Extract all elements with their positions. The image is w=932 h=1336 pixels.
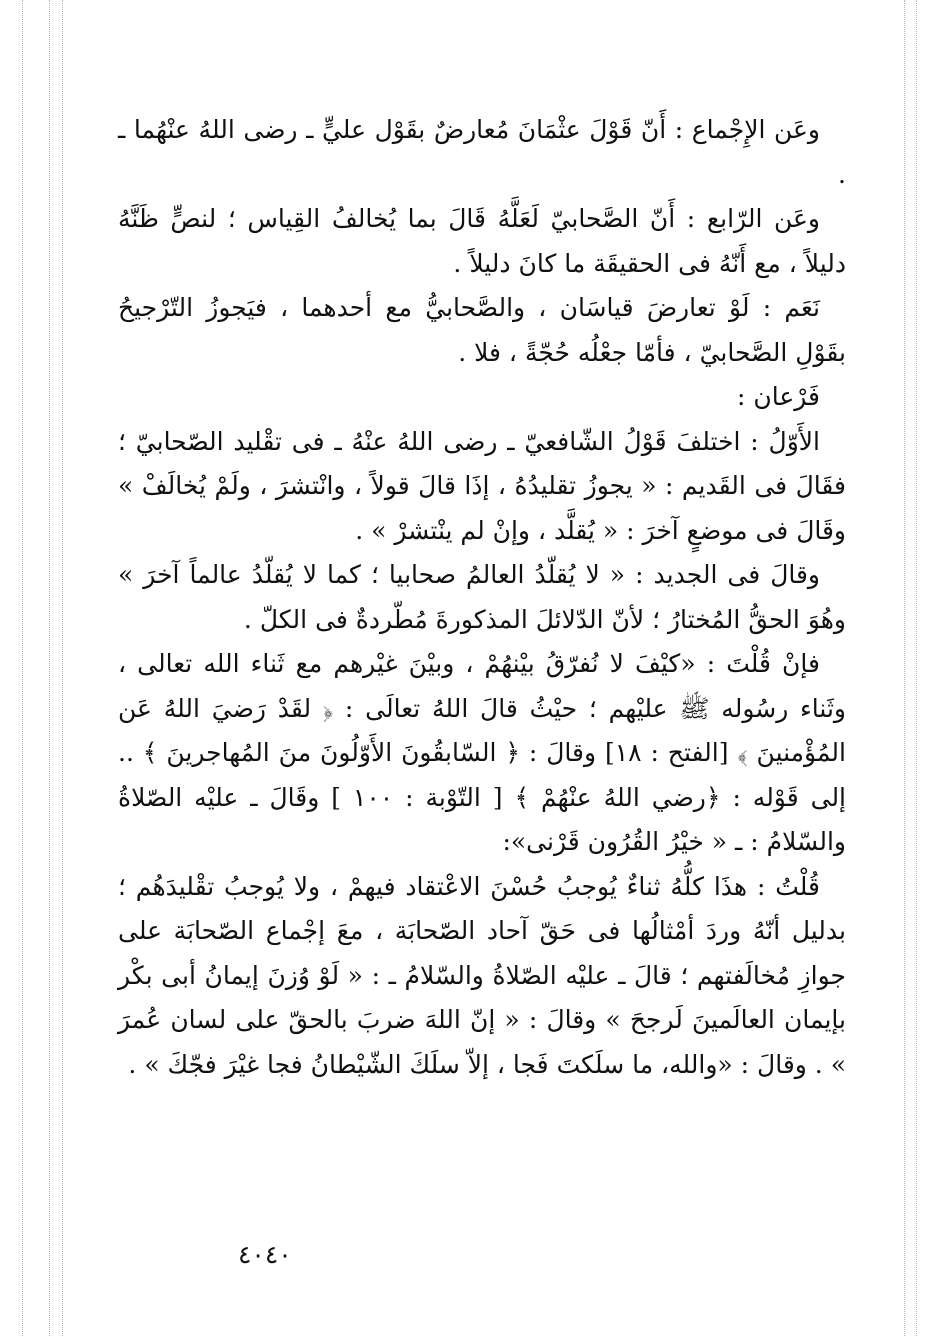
paragraph: قُلْتُ : هذَا كلُّهُ ثناءٌ يُوجبُ حُسْنَ الاعْتقاد فيهمْ ، ولا يُوجبُ تقْليدَهُم ؛ بدليل أنّهُ وردَ أمْثالُها فى حَقّ آحاد الصّحابَة ، معَ إجْماع الصّحابَة على جوازِ مُخالَفتهم ؛ قالَ ـ عليْه الصّلاةُ والسّلامُ ـ : « لَوْ وُزنَ إيمانُ أبى بكْر بإيمان العالَمينَ لَرجحَ » وقالَ : « إنّ اللهَ ضربَ بالحقّ على لسان عُمرَ » . وقالَ : «والله، ما سلَكتَ فَجا ، إلاّ سلَكَ الشّيْطانُ فجا غيْرَ فجّكَ » . xyxy=(118,871,846,1079)
page-number: ٤٠٤٠ xyxy=(238,1240,292,1269)
scan-artifact-line xyxy=(22,0,23,1336)
paragraph: الأَوّلُ : اختلفَ قَوْلُ الشّافعيّ ـ رضى اللهُ عنْهُ ـ فى تقْليد الصّحابيّ ؛ فقَالَ فى القَديم : « يجوزُ تقليدُهُ ، إذَا قالَ قولاً ، وانْتشرَ ، ولَمْ يُخالَفْ » وقَالَ فى موضعٍ آخرَ : « يُقلَّد ، وإنْ لم ينْتشرْ » . xyxy=(118,426,846,545)
paragraph: وقالَ فى الجديد : « لا يُقلّدُ العالمُ صحابيا ؛ كما لا يُقلّدُ عالماً آخرَ » وهُوَ الحقُّ المُختارُ ؛ لأنّ الدّلائلَ المذكورةَ مُطّردةٌ فى الكلّ . xyxy=(118,560,846,634)
scan-artifact-line xyxy=(49,0,50,1336)
scan-artifact-line xyxy=(62,0,63,1336)
paragraph: نَعَم : لَوْ تعارضَ قياسَان ، والصَّحابيُّ مع أحدهما ، فيَجوزُ التّرْجيحُ بقَوْلِ الصَّحابيّ ، فأمّا جعْلُه حُجّةً ، فلا . xyxy=(118,293,846,367)
body-text xyxy=(118,108,846,1087)
paragraph: وعَن الإِجْماع : أَنّ قَوْلَ عثْمَانَ مُعارضٌ بقَوْل عليٍّ ـ رضى اللهُ عنْهُما ـ . xyxy=(118,115,846,189)
scan-artifact-line xyxy=(904,0,905,1336)
paragraph: فإنْ قُلْتَ : «كيْفَ لا نُفرّقُ بيْنهُمْ ، وبيْنَ غيْرهم مع ثَناء الله تعالى ، وثَناء رسُوله ﷺ عليْهم ؛ حيْثُ قالَ اللهُ تعالَى : ﴿ لقَدْ رَضيَ اللهُ عَن المُؤْمنينَ ﴾ [الفتح : ١٨] وقالَ : ﴿ السّابقُونَ الأَوّلُونَ منَ المُهاجرينَ ﴾ .. إلى قَوْله : ﴿رضي اللهُ عنْهُمْ ﴾ [ التّوْبة : ١٠٠ ] وقَالَ ـ عليْه الصّلاةُ والسّلامُ : ـ « خيْرُ القُرُون قَرْنى»: xyxy=(118,649,847,856)
scan-artifact-line xyxy=(916,0,917,1336)
section-heading: فَرْعان : xyxy=(736,382,820,411)
paragraph: وعَن الرّابع : أَنّ الصَّحابيّ لَعَلَّهُ قَالَ بما يُخالفُ القِياس ؛ لنصٍّ ظَنَّهُ دليلاً ، مع أَنّهُ فى الحقيقَة ما كانَ دليلاً . xyxy=(118,204,846,278)
